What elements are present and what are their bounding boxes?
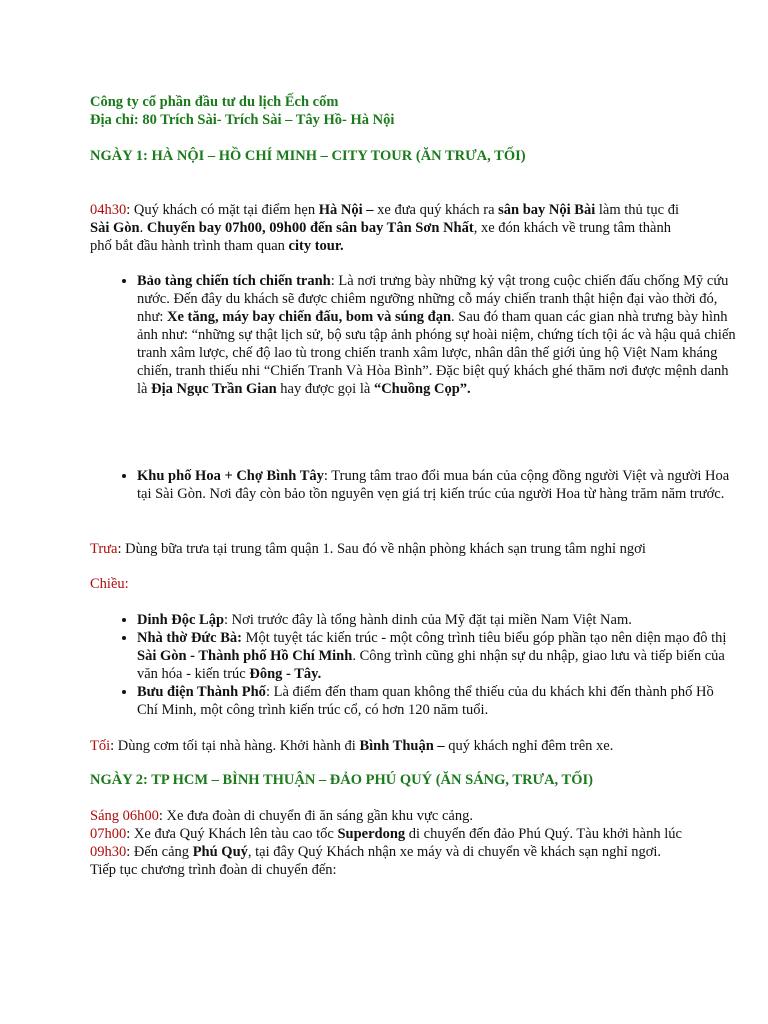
afternoon-label: Chiều [90, 576, 125, 592]
company-name: Công ty cổ phần đầu tư du lịch Ếch cốm Địa chỉ: 80 Trích Sài- Trích Sài – Tây Hồ- Hà Nội [90, 94, 395, 128]
schedule-line-breakfast: Sáng 06h00: Xe đưa đoàn di chuyển đi ăn sáng gần khu vực cảng. [90, 808, 473, 824]
lunch-line: Trưa: Dùng bữa trưa tại trung tâm quận 1. Sau đó về nhận phòng khách sạn trung tâm nghỉ ngơi [90, 541, 646, 557]
museum-list [90, 272, 737, 398]
day1-title: NGÀY 1: HÀ NỘI – HỒ CHÍ MINH – CITY TOUR (ĂN TRƯA, TỐI) [90, 148, 526, 164]
day1-intro: 04h30: Quý khách có mặt tại điểm hẹn Hà Nội – xe đưa quý khách ra sân bay Nội Bài làm thủ tục đi Sài Gòn. Chuyến bay 07h00, 09h00 đến sân bay Tân Sơn Nhất, xe đón khách về trung tâm thành phố bắt đầu hành trình tham quan city tour. [90, 202, 680, 254]
schedule-line-boat: 07h00: Xe đưa Quý Khách lên tàu cao tốc Superdong di chuyển đến đảo Phú Quý. Tàu khởi hành lúc [90, 826, 682, 842]
list-item-cathedral: • Nhà thờ Đức Bà: Một tuyệt tác kiến trúc - một công trình tiêu biểu góp phần tạo nên diện mạo đô thị Sài Gòn - Thành phố Hồ Chí Minh. Công trình cũng ghi nhận sự du nhập, giao lưu và tiếp biến của văn hóa - kiến trúc Đông - Tây. [137, 629, 737, 683]
schedule-line-continue: Tiếp tục chương trình đoàn di chuyển đến: [90, 862, 337, 878]
afternoon-heading: Chiều: [90, 576, 129, 592]
dinner-label: Tối [90, 738, 111, 754]
lunch-label: Trưa [90, 541, 118, 557]
afternoon-list [90, 611, 737, 719]
day2-schedule [90, 807, 690, 879]
list-item-palace: • Dinh Độc Lập: Nơi trước đây là tổng hành dinh của Mỹ đặt tại miền Nam Việt Nam. [137, 611, 737, 629]
dinner-line: Tối: Dùng cơm tối tại nhà hàng. Khởi hành đi Bình Thuận – quý khách nghỉ đêm trên xe. [90, 738, 614, 754]
list-item-museum: • Bảo tàng chiến tích chiến tranh: Là nơi trưng bày những kỷ vật trong cuộc chiến đấu chống Mỹ cứu nước. Đến đây du khách sẽ được chiêm ngưỡng những cỗ máy chiến tranh thật hiện đại vào thời đó, như: Xe tăng, máy bay chiến đấu, bom và súng đạn. Sau đó tham quan các gian nhà trưng bày hình ảnh như: “những sự thật lịch sử, bộ sưu tập ảnh phóng sự hoài niệm, chứng tích tội ác và hậu quả chiến tranh xâm lược, chế độ lao tù trong chiến tranh xâm lược, nhân dân thế giới ủng hộ Việt Nam kháng chiến, tranh thiếu nhi “Chiến Tranh Và Hòa Bình”. Đặc biệt quý khách ghé thăm nơi được mệnh danh là Địa Ngục Trần Gian hay được gọi là “Chuồng Cọp”. [137, 272, 737, 398]
schedule-line-arrival: 09h30: Đến cảng Phú Quý, tại đây Quý Khách nhận xe máy và di chuyển về khách sạn nghỉ ngơi. [90, 844, 662, 860]
list-item-post-office: • Bưu điện Thành Phố: Là điểm đến tham quan không thể thiếu của du khách khi đến thành phố Hồ Chí Minh, một công trình kiến trúc cổ, có hơn 120 năm tuổi. [137, 683, 737, 719]
company-address: Địa chỉ: 80 Trích Sài- Trích Sài – Tây Hồ- Hà Nội [90, 112, 395, 128]
chinatown-list [90, 467, 737, 503]
list-item-chinatown: • Khu phố Hoa + Chợ Bình Tây: Trung tâm trao đổi mua bán của cộng đồng người Việt và người Hoa tại Sài Gòn. Nơi đây còn bảo tồn nguyên vẹn giá trị kiến trúc của người Hoa từ hàng trăm năm trước. [137, 467, 737, 503]
day2-title: NGÀY 2: TP HCM – BÌNH THUẬN – ĐẢO PHÚ QUÝ (ĂN SÁNG, TRƯA, TỐI) [90, 772, 593, 788]
time-label: 04h30 [90, 202, 127, 218]
